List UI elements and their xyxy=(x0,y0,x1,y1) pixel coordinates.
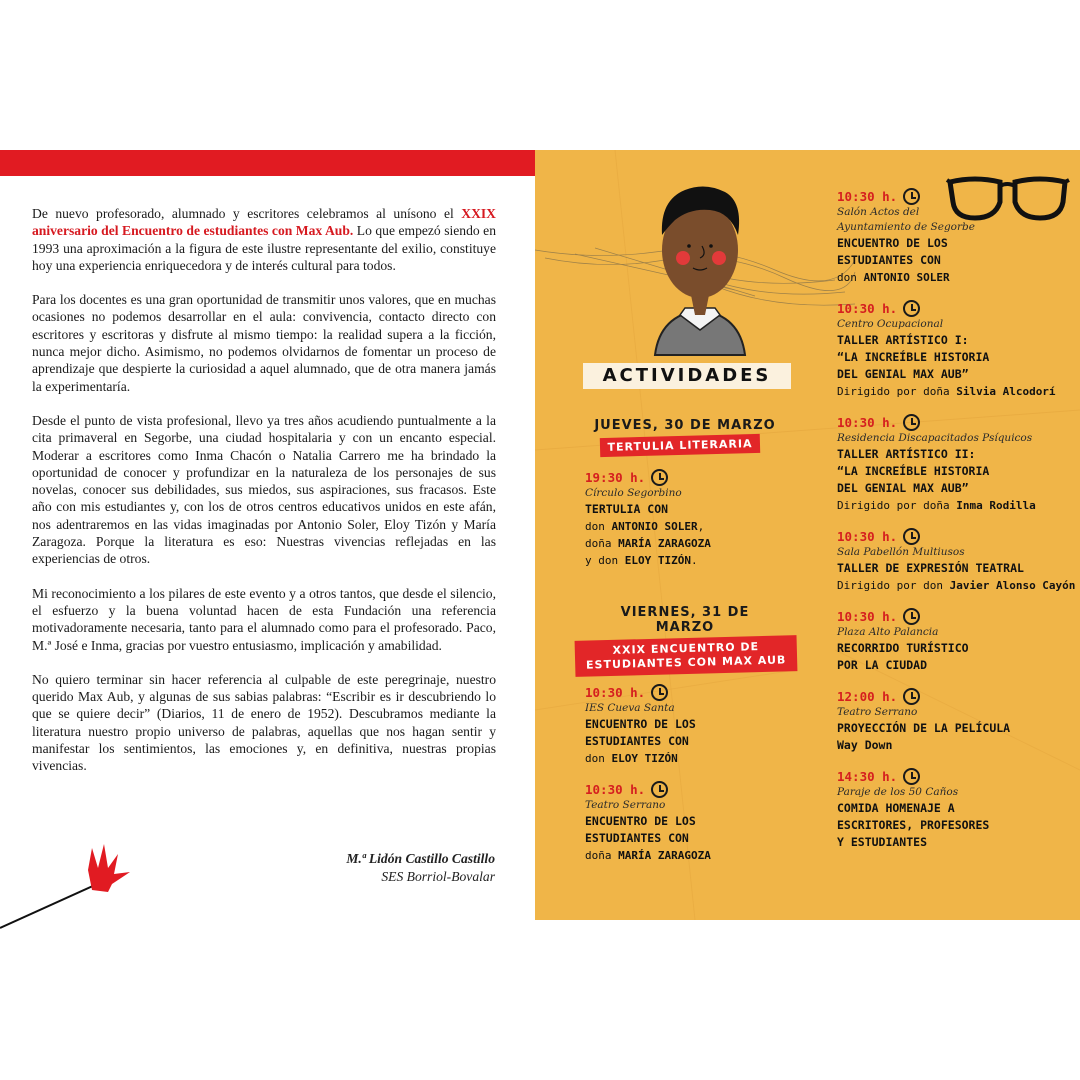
event-proyeccion xyxy=(837,688,1077,754)
encuentro-label: XXIX ENCUENTRO DE ESTUDIANTES CON MAX AUB xyxy=(575,635,798,677)
clock-icon xyxy=(651,781,668,798)
event-time: 10:30 h. xyxy=(837,189,898,204)
event-title: PROYECCIÓN DE LA PELÍCULA Way Down xyxy=(837,721,1011,752)
max-aub-portrait-icon xyxy=(635,180,765,360)
event-taller-2 xyxy=(837,414,1077,514)
schedule-right-column xyxy=(837,188,1077,865)
event-title: TERTULIA CON xyxy=(585,502,669,516)
top-red-bar xyxy=(0,150,535,176)
event-time: 10:30 h. xyxy=(837,609,898,624)
clock-icon xyxy=(903,688,920,705)
event-guest: don ANTONIO SOLER, xyxy=(585,520,705,533)
signature-name: M.ª Lidón Castillo Castillo xyxy=(346,851,495,866)
day1-heading: JUEVES, 30 DE MARZO xyxy=(594,418,776,433)
event-encuentro-soler xyxy=(837,188,1077,286)
tertulia-label: TERTULIA LITERARIA xyxy=(600,434,760,457)
letter-paragraph-3: Desde el punto de vista profesional, llevo ya tres años acudiendo puntualmente a la cita primaveral en Segorbe, una ciudad hospitalaria y con un encanto especial. Moderar a escritores como Inma Chacón o Natalia Carrero me ha brindado la oportunidad de conocer y profundizar en la naturaleza de los personajes de sus novelas, conocer sus debilidades, sus miedos, sus aspiraciones, sus fracasos. Este año con mis estudiantes y, con los de otros centros educativos unidos en este afán, nos adentraremos en las vidas imaginadas por Antonio Soler, Eloy Tizón y María Zaragoza. Porque la literatura es eso: Nuestras vivencias reflejadas en las experiencias de otros. xyxy=(32,412,496,567)
event-title: TALLER DE EXPRESIÓN TEATRAL xyxy=(837,561,1024,575)
event-place: Sala Pabellón Multiusos xyxy=(837,546,965,558)
clock-icon xyxy=(903,300,920,317)
event-guest: doña MARÍA ZARAGOZA xyxy=(585,537,711,550)
activities-page xyxy=(535,150,1080,920)
event-time: 10:30 h. xyxy=(837,415,898,430)
event-place: Círculo Segorbino xyxy=(585,487,682,499)
event-title: ENCUENTRO DE LOS ESTUDIANTES CON xyxy=(585,717,696,748)
letter-paragraph-2: Para los docentes es una gran oportunidad de transmitir unos valores, que en muchas ocasiones no podemos desarrollar en el aula: convivencia, contacto directo con escritores y escritoras y disfrute al mismo tiempo: la realidad supera a la ficción, nunca mejor dicho. Asimismo, no podemos olvidarnos de fomentar un proceso de aprendizaje que despierte la curiosidad a aquel alumnado, que de otra manera jamás la experimentaría. xyxy=(32,292,496,394)
clock-icon xyxy=(903,768,920,785)
event-guest: don ELOY TIZÓN xyxy=(585,752,678,765)
letter-paragraph-4: Mi reconocimiento a los pilares de este evento y a otros tantos, que desde el silencio, el esfuerzo y la buena voluntad hacen de esta Fundación una referencia motivadoramente necesaria, tanto para el alumnado como para el profesorado. Paco, M.ª José e Inma, gracias por vuestro entusiasmo, implicación y amabilidad. xyxy=(32,585,496,653)
event-place: Teatro Serrano xyxy=(837,706,918,718)
event-director: Dirigido por doña Silvia Alcodorí xyxy=(837,385,1056,398)
signature xyxy=(346,850,495,886)
event-title: RECORRIDO TURÍSTICO POR LA CIUDAD xyxy=(837,641,969,672)
event-time: 10:30 h. xyxy=(837,301,898,316)
letter-paragraph-5: No quiero terminar sin hacer referencia al culpable de este peregrinaje, nuestro querido Max Aub, y algunas de sus sabias palabras: “Escribir es ir descubriendo lo que se quiere decir” (Diarios, 11 de enero de 1952). Descubramos mediante la literatura nuestro propio universo de palabras, aquellas que nos hagan sentir y manifestar los sentimientos, las emociones y, en definitiva, nuestras propias vivencias. xyxy=(32,671,496,774)
event-title: TALLER ARTÍSTICO I: “LA INCREÍBLE HISTORIA DEL GENIAL MAX AUB” xyxy=(837,333,990,381)
event-place: IES Cueva Santa xyxy=(585,702,675,714)
event-time: 12:00 h. xyxy=(837,689,898,704)
event-title: ENCUENTRO DE LOS ESTUDIANTES CON xyxy=(585,814,696,845)
event-time: 19:30 h. xyxy=(585,470,646,485)
event-encuentro-tizon xyxy=(585,684,820,767)
event-time: 10:30 h. xyxy=(837,529,898,544)
event-taller-1 xyxy=(837,300,1077,400)
event-place: Paraje de los 50 Caños xyxy=(837,786,959,798)
letter-body xyxy=(32,205,496,792)
clock-icon xyxy=(903,528,920,545)
event-time: 10:30 h. xyxy=(585,685,646,700)
clock-icon xyxy=(651,684,668,701)
signature-school: SES Borriol-Bovalar xyxy=(381,869,495,884)
event-place: Teatro Serrano xyxy=(585,799,666,811)
event-title: ENCUENTRO DE LOS ESTUDIANTES CON xyxy=(837,236,948,267)
event-teatro xyxy=(837,528,1077,594)
red-hand-icon xyxy=(0,840,140,930)
event-director: Dirigido por don Javier Alonso Cayón xyxy=(837,579,1076,592)
event-director: Dirigido por doña Inma Rodilla xyxy=(837,499,1036,512)
clock-icon xyxy=(903,608,920,625)
event-place: Salón Actos del Ayuntamiento de Segorbe xyxy=(837,206,975,233)
event-time: 10:30 h. xyxy=(585,782,646,797)
anniversary-highlight: XXIX aniversario del Encuentro de estudiantes con Max Aub. xyxy=(32,206,496,239)
clock-icon xyxy=(651,469,668,486)
letter-page xyxy=(0,150,535,920)
event-place: Residencia Discapacitados Psíquicos xyxy=(837,432,1033,444)
event-guest: y don ELOY TIZÓN. xyxy=(585,554,698,567)
event-place: Centro Ocupacional xyxy=(837,318,944,330)
event-place: Plaza Alto Palancia xyxy=(837,626,939,638)
event-title: COMIDA HOMENAJE A ESCRITORES, PROFESORES Y ESTUDIANTES xyxy=(837,801,990,849)
clock-icon xyxy=(903,188,920,205)
event-title: TALLER ARTÍSTICO II: “LA INCREÍBLE HISTORIA DEL GENIAL MAX AUB” xyxy=(837,447,990,495)
letter-paragraph-1: De nuevo profesorado, alumnado y escritores celebramos al unísono el XXIX aniversario del Encuentro de estudiantes con Max Aub. Lo que empezó siendo en 1993 una aproximación a la figura de este ilustre representante del exilio, constituye hoy una experiencia enriquecedora y de interés cultural para todos. xyxy=(32,206,497,273)
event-guest: don ANTONIO SOLER xyxy=(837,271,950,284)
event-guest: doña MARÍA ZARAGOZA xyxy=(585,849,711,862)
event-encuentro-zaragoza xyxy=(585,781,820,864)
event-recorrido xyxy=(837,608,1077,674)
clock-icon xyxy=(903,414,920,431)
event-comida xyxy=(837,768,1077,851)
day2-heading: VIERNES, 31 DE MARZO xyxy=(620,605,750,635)
event-time: 14:30 h. xyxy=(837,769,898,784)
schedule-left-column xyxy=(585,418,820,878)
event-tertulia xyxy=(585,469,820,569)
activities-title: ACTIVIDADES xyxy=(583,363,791,389)
